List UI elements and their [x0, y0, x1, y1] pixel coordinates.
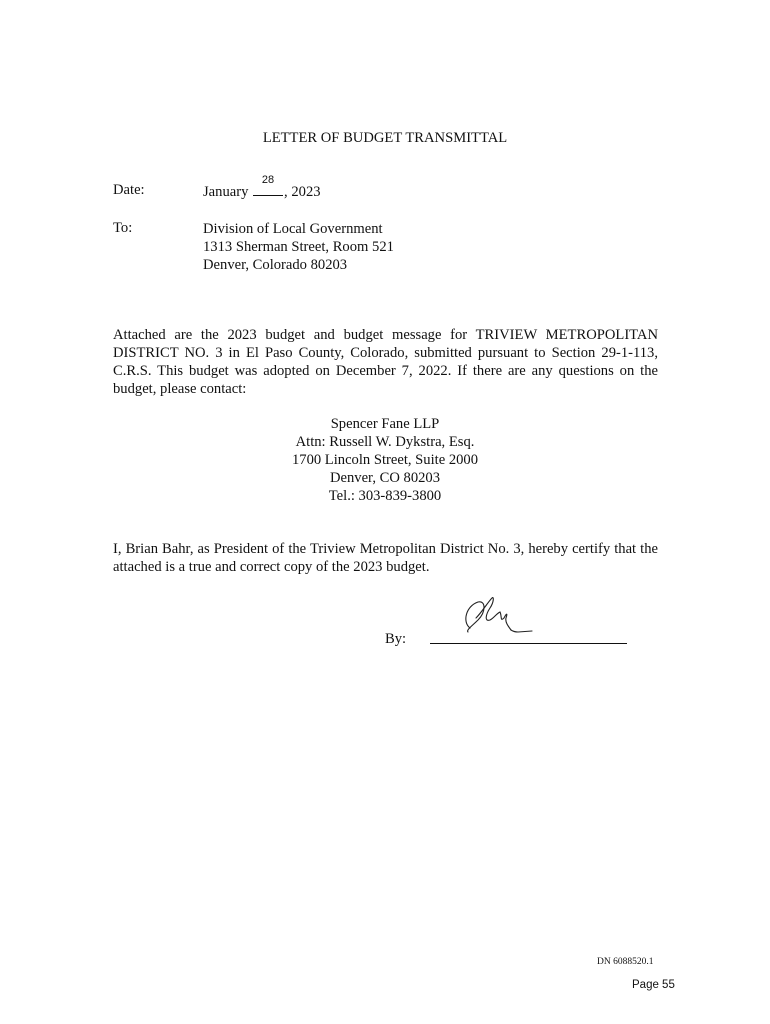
date-day-blank	[253, 174, 283, 196]
handwritten-signature	[456, 592, 536, 642]
contact-line: Denver, CO 80203	[329, 470, 441, 486]
page-number: Page 55	[632, 979, 675, 991]
transmittal-paragraph: Attached are the 2023 budget and budget message for TRIVIEW METROPOLITAN DISTRICT NO. 3 in El Paso County, Colorado, submitted pursuant to Section 29-1-113, C.R.S. This budget was adopted on December 7, 2022. If there are any questions on the budget, please contact:	[113, 327, 658, 397]
certification-paragraph: I, Brian Bahr, as President of the Triview Metropolitan District No. 3, hereby certify that the attached is a true and correct copy of the 2023 budget.	[113, 541, 658, 575]
letter-title: LETTER OF BUDGET TRANSMITTAL	[262, 130, 508, 146]
recipient-line: Division of Local Government	[203, 221, 383, 237]
document-number: DN 6088520.1	[597, 957, 654, 967]
by-label: By:	[385, 631, 407, 647]
date-day: 28	[261, 174, 275, 186]
contact-line: Tel.: 303-839-3800	[328, 488, 442, 504]
contact-block	[0, 415, 770, 505]
recipient-line: 1313 Sherman Street, Room 521	[203, 239, 394, 255]
date-value	[203, 174, 321, 201]
recipient-address	[203, 220, 394, 274]
date-label: Date:	[113, 182, 145, 198]
date-year: , 2023	[284, 184, 321, 200]
recipient-line: Denver, Colorado 80203	[203, 257, 348, 273]
date-month: January	[203, 184, 253, 200]
contact-line: 1700 Lincoln Street, Suite 2000	[291, 452, 479, 468]
signature-line	[430, 643, 627, 644]
to-label: To:	[113, 220, 133, 236]
contact-line: Attn: Russell W. Dykstra, Esq.	[295, 434, 475, 450]
contact-line: Spencer Fane LLP	[330, 416, 440, 432]
